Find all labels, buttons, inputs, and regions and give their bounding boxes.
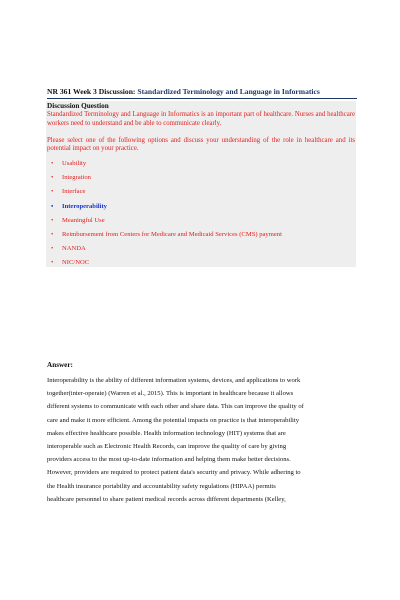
option-label: Integration (62, 174, 91, 182)
option-item (50, 228, 282, 242)
bullet-icon: • (51, 259, 54, 267)
answer-line: different systems to communicate with each other and share data. This can improve the quality of (47, 403, 304, 411)
answer-heading: Answer: (47, 361, 73, 369)
answer-line: healthcare personnel to share patient medical records across different departments (Kelley, (47, 495, 286, 503)
option-label: Reimbursement from Centers for Medicare and Medicaid Services (CMS) payment (62, 231, 282, 239)
bullet-icon: • (51, 231, 54, 239)
bullet-icon: • (51, 245, 54, 253)
question-paragraph-2: Please select one of the following options and discuss your understanding of the role in healthcare and its potential impact on your practice. (47, 136, 355, 153)
answer-line: providers access to the most up-to-date information and helping them make better decisions. (47, 456, 291, 464)
answer-line: together(inter-operate) (Warren et al., 2015). This is important in healthcare because it allows (47, 390, 294, 398)
discussion-question-heading: Discussion Question (47, 102, 109, 110)
option-label: Usability (62, 160, 87, 167)
option-label: Interface (62, 188, 86, 196)
answer-line: Interoperability is the ability of different information systems, devices, and applications to work (47, 377, 301, 384)
bullet-icon: • (51, 174, 54, 182)
option-label: Meaningful Use (62, 216, 105, 224)
title-course-label: NR 361 Week 3 Discussion: (47, 87, 138, 96)
answer-line: the Health insurance portability and accountability safety regulations (HIPAA) permits (47, 482, 276, 490)
answer-line: interoperable such as Electronic Health Records, can improve the quality of care by giving (47, 443, 287, 451)
option-item (50, 256, 282, 270)
title-topic: Standardized Terminology and Language in Informatics (137, 87, 320, 96)
answer-text (47, 374, 359, 506)
option-item (50, 157, 282, 171)
question-paragraph-1: Standardized Terminology and Language in Informatics is an important part of healthcare. Nurses and healthcare workers need to understand and be able to communicate clearly. (47, 111, 355, 127)
option-item (50, 200, 282, 214)
bullet-icon: • (51, 188, 54, 196)
option-label: Interoperability (62, 202, 107, 210)
option-item (50, 171, 282, 185)
option-item (50, 214, 282, 228)
options-list (50, 157, 282, 271)
answer-line: makes effective healthcare possible. Health information technology (HIT) systems that are (47, 429, 286, 437)
page-title (47, 87, 357, 99)
bullet-icon: • (51, 160, 54, 167)
option-item (50, 185, 282, 199)
answer-line: However, providers are required to protect patient data's security and privacy. While adhering to (47, 469, 301, 477)
bullet-icon: • (51, 202, 54, 210)
answer-line: care and make it more efficient. Among the potential impacts on practice is that interoperability (47, 416, 300, 424)
option-label: NIC/NOC (62, 259, 90, 267)
option-label: NANDA (62, 245, 86, 253)
discussion-question-text (47, 111, 355, 154)
option-item (50, 242, 282, 256)
bullet-icon: • (51, 216, 54, 224)
